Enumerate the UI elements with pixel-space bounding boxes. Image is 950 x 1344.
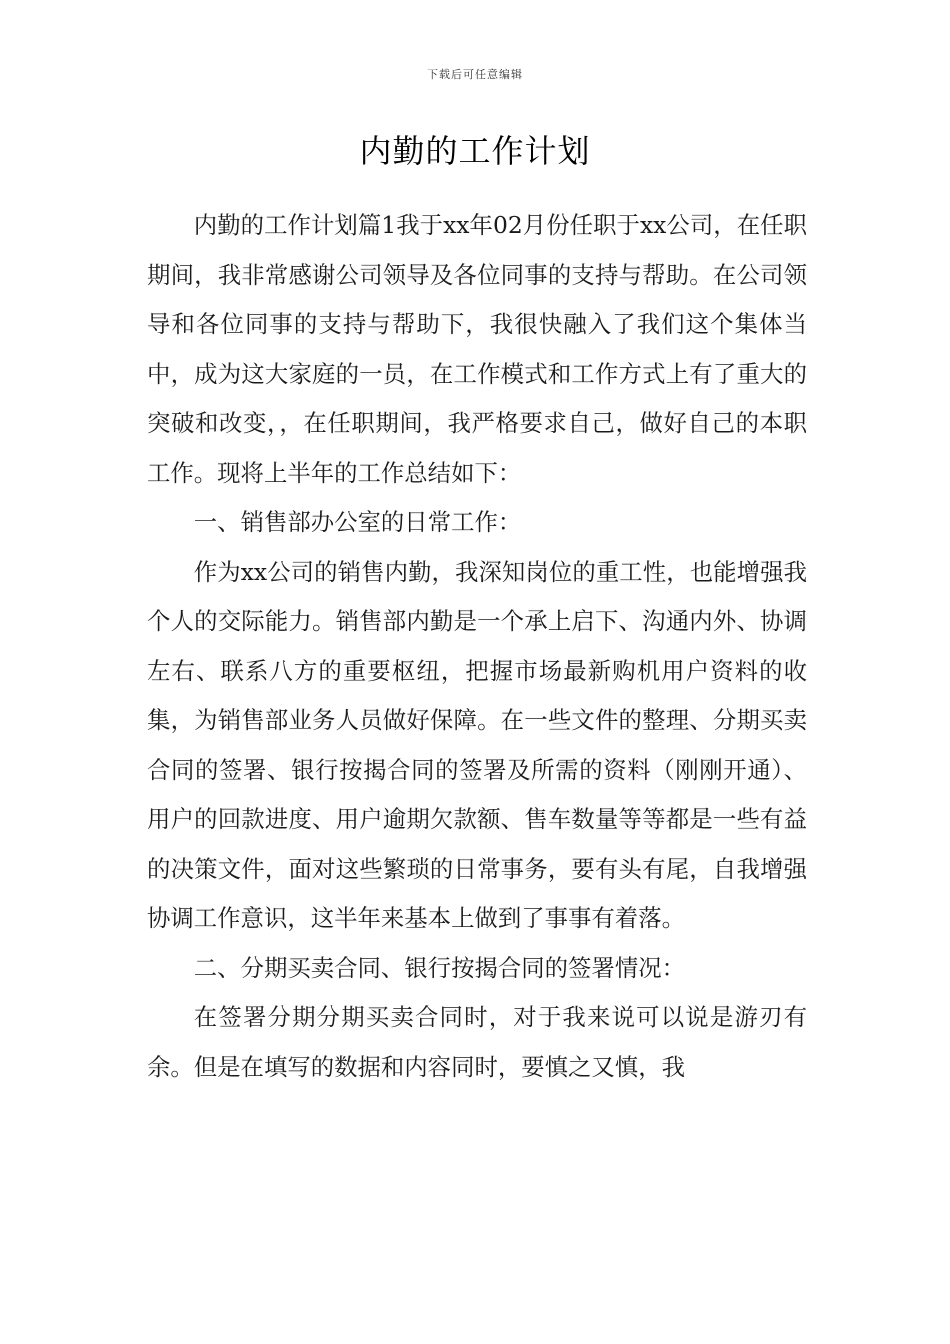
section-heading-daily-work: 一、销售部办公室的日常工作： [193, 508, 522, 536]
contracts-paragraph: 在签署分期分期买卖合同时，对于我来说可以说是游刃有余。但是在填写的数据和内容同时，要慎之又慎，我 [147, 1003, 807, 1081]
header-note: 下载后可任意编辑 [427, 68, 523, 81]
document-title: 内勤的工作计划 [359, 132, 591, 170]
section-heading-contracts: 二、分期买卖合同、银行按揭合同的签署情况： [193, 953, 685, 982]
intro-paragraph: 内勤的工作计划篇1我于xx年02月份任职于xx公司，在任职期间，我非常感谢公司领导及各位同事的支持与帮助。在公司领导和各位同事的支持与帮助下，我很快融入了我们这个集体当中，成为这大家庭的一员，在工作模式和工作方式上有了重大的突破和改变，，在任职期间，我严格要求自己，做好自己的本职工作。现将上半年的工作总结如下： [147, 211, 807, 487]
document-body [147, 201, 807, 1092]
daily-work-paragraph: 作为xx公司的销售内勤，我深知岗位的重工性，也能增强我个人的交际能力。销售部内勤是一个承上启下、沟通内外、协调左右、联系八方的重要枢纽，把握市场最新购机用户资料的收集，为销售部业务人员做好保障。在一些文件的整理、分期买卖合同的签署、银行按揭合同的签署及所需的资料（刚刚开通）、用户的回款进度、用户逾期欠款额、售车数量等等都是一些有益的决策文件，面对这些繁琐的日常事务，要有头有尾，自我增强协调工作意识，这半年来基本上做到了事事有着落。 [147, 557, 807, 932]
